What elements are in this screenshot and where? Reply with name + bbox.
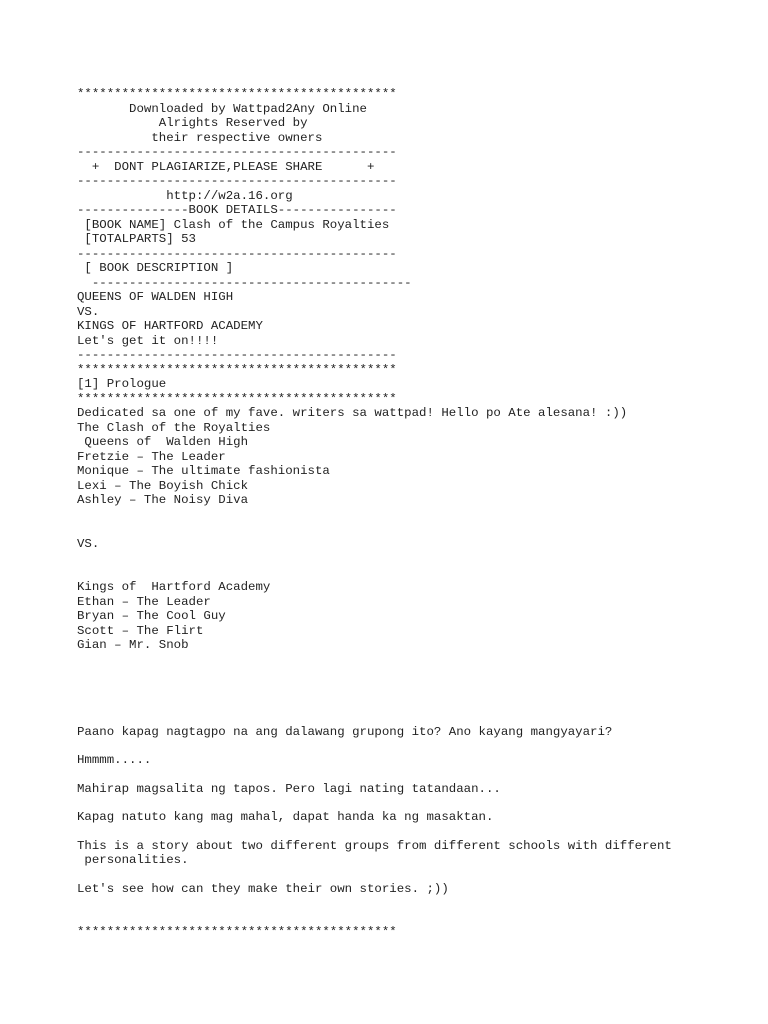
- separator-stars: *******************************************: [77, 391, 397, 406]
- character-item: Ethan – The Leader: [77, 594, 211, 609]
- character-item: Lexi – The Boyish Chick: [77, 478, 249, 493]
- separator-dashes: -------------------------------------------: [77, 174, 397, 188]
- story-title: The Clash of the Royalties: [77, 420, 271, 435]
- spacer: [77, 739, 757, 753]
- character-item: Gian – Mr. Snob: [77, 638, 189, 652]
- chapter-title: [1] Prologue: [77, 377, 167, 391]
- spacer: [77, 508, 757, 537]
- separator-dashes: -------------------------------------------: [77, 348, 397, 362]
- book-name: [BOOK NAME] Clash of the Campus Royalties: [77, 217, 390, 232]
- character-item: Scott – The Flirt: [77, 623, 204, 638]
- description-line: VS.: [77, 304, 100, 319]
- downloaded-by-text: Downloaded by Wattpad2Any Online: [77, 101, 367, 116]
- story-paragraph: personalities.: [77, 853, 189, 867]
- separator-stars: *******************************************: [77, 87, 397, 101]
- story-paragraph: Mahirap magsalita ng tapos. Pero lagi nating tatandaan...: [77, 781, 501, 796]
- separator-dashes: -------------------------------------------: [77, 275, 412, 290]
- source-url: http://w2a.16.org: [77, 188, 293, 203]
- spacer: [77, 768, 757, 782]
- book-details-heading: ---------------BOOK DETAILS----------------: [77, 203, 397, 217]
- spacer: [77, 896, 757, 925]
- dedication-text: Dedicated sa one of my fave. writers sa wattpad! Hello po Ate alesana! :)): [77, 406, 628, 420]
- spacer: [77, 825, 757, 839]
- spacer: [77, 653, 757, 725]
- spacer: [77, 551, 757, 580]
- separator-stars: *******************************************: [77, 925, 397, 939]
- description-line: KINGS OF HARTFORD ACADEMY: [77, 319, 263, 333]
- story-paragraph: Hmmmm.....: [77, 753, 152, 767]
- queens-heading: Queens of Walden High: [77, 435, 249, 449]
- story-paragraph: Paano kapag nagtagpo na ang dalawang grupong ito? Ano kayang mangyayari?: [77, 724, 613, 739]
- kings-heading: Kings of Hartford Academy: [77, 580, 271, 594]
- separator-dashes: -------------------------------------------: [77, 246, 397, 261]
- separator-dashes: -------------------------------------------: [77, 145, 397, 159]
- character-item: Monique – The ultimate fashionista: [77, 464, 330, 478]
- spacer: [77, 796, 757, 810]
- story-paragraph: This is a story about two different groups from different schools with different: [77, 838, 672, 853]
- character-item: Ashley – The Noisy Diva: [77, 493, 249, 507]
- character-item: Bryan – The Cool Guy: [77, 609, 226, 623]
- plagiarism-notice: + DONT PLAGIARIZE,PLEASE SHARE +: [77, 159, 375, 174]
- book-description-label: [ BOOK DESCRIPTION ]: [77, 261, 234, 275]
- document-page: [77, 87, 757, 940]
- description-line: QUEENS OF WALDEN HIGH: [77, 290, 234, 304]
- description-line: Let's get it on!!!!: [77, 333, 219, 348]
- spacer: [77, 868, 757, 882]
- story-paragraph: Kapag natuto kang mag mahal, dapat handa ka ng masaktan.: [77, 810, 494, 824]
- total-parts: [TOTALPARTS] 53: [77, 232, 196, 246]
- separator-stars: *******************************************: [77, 362, 397, 377]
- character-item: Fretzie – The Leader: [77, 449, 226, 464]
- story-paragraph: Let's see how can they make their own stories. ;)): [77, 881, 449, 896]
- rights-owners-text: their respective owners: [77, 130, 323, 145]
- rights-text: Alrights Reserved by: [77, 116, 308, 130]
- versus-text: VS.: [77, 536, 100, 551]
